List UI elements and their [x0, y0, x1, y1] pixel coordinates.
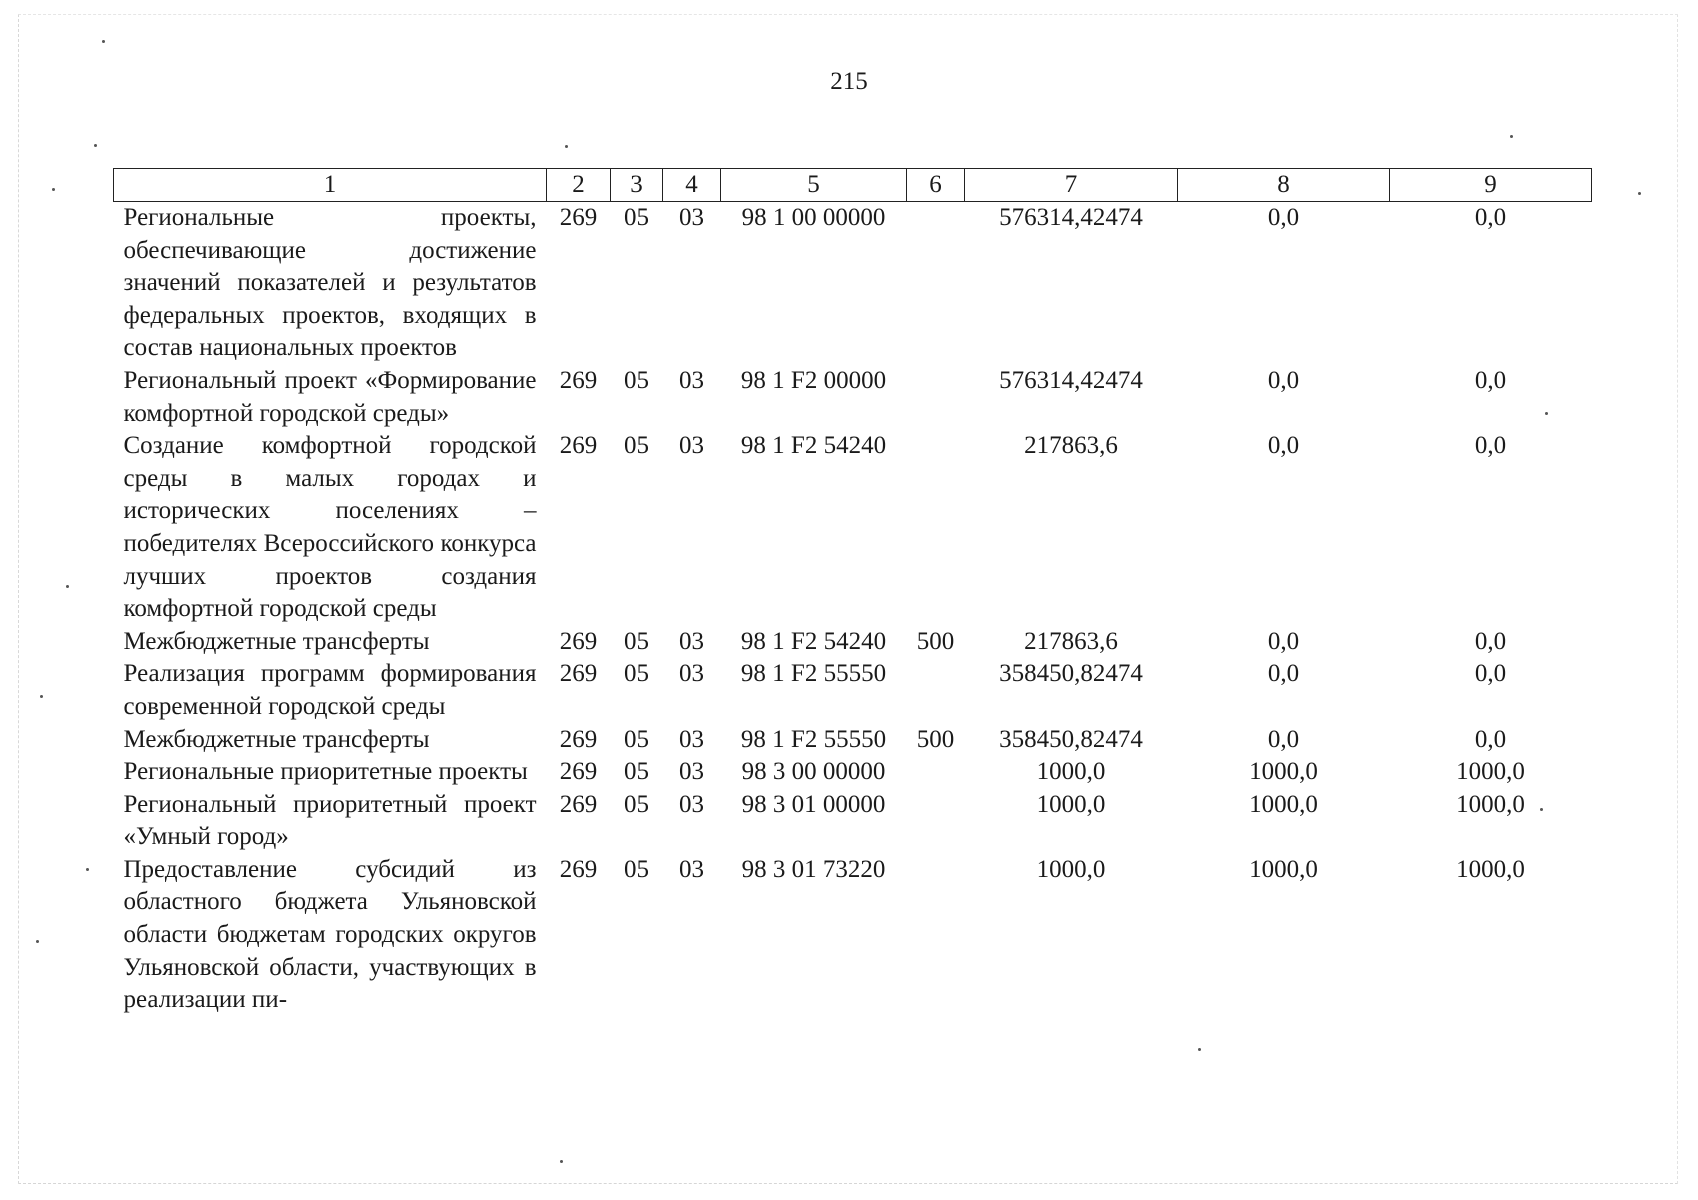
row-name: Реализация программ формирования современной городской среды	[123, 660, 537, 720]
cell-subsection: 03	[679, 790, 704, 818]
cell-section: 05	[624, 855, 649, 883]
cell-admin-code: 269	[559, 855, 598, 883]
cell-admin-code: 269	[559, 627, 598, 655]
row-name: Региональные приоритетные проекты	[123, 758, 528, 786]
cell-amount-2: 0,0	[1267, 432, 1300, 460]
row-name: Региональный проект «Формирование комфортной городской среды»	[123, 366, 537, 427]
scan-speck	[1545, 412, 1548, 415]
cell-target-article: 98 3 01 00000	[741, 790, 886, 818]
cell-expense-type: 500	[916, 725, 955, 753]
cell-amount-1: 1000,0	[1036, 855, 1106, 883]
col-header-1: 1	[114, 169, 547, 202]
cell-amount-3: 1000,0	[1456, 758, 1525, 786]
page-number: 215	[830, 68, 868, 95]
cell-amount-1: 576314,42474	[999, 204, 1143, 231]
cell-amount-3: 1000,0	[1456, 790, 1525, 818]
cell-amount-3: 0,0	[1474, 204, 1507, 231]
col-header-3: 3	[611, 169, 663, 202]
cell-admin-code: 269	[559, 725, 598, 753]
scan-speck	[94, 144, 97, 147]
scan-speck	[86, 868, 89, 871]
scan-speck	[1540, 808, 1543, 811]
table-row	[114, 430, 1592, 626]
cell-expense-type	[907, 430, 965, 626]
cell-target-article: 98 1 F2 00000	[740, 366, 887, 394]
cell-amount-3: 1000,0	[1456, 855, 1525, 883]
col-header-5: 5	[721, 169, 907, 202]
row-name: Региональный приоритетный проект «Умный город»	[123, 790, 537, 851]
cell-section: 05	[624, 758, 649, 786]
scan-speck	[40, 695, 43, 698]
cell-subsection: 03	[679, 366, 704, 394]
cell-section: 05	[624, 660, 649, 688]
cell-subsection: 03	[679, 855, 704, 883]
budget-table	[113, 168, 1592, 1017]
col-header-6: 6	[907, 169, 965, 202]
scan-speck	[1198, 1048, 1201, 1051]
table-row	[114, 365, 1592, 430]
cell-subsection: 03	[679, 758, 704, 786]
cell-section: 05	[624, 627, 649, 655]
cell-amount-2: 0,0	[1267, 725, 1300, 753]
cell-section: 05	[624, 432, 649, 460]
cell-admin-code: 269	[559, 366, 598, 394]
cell-target-article: 98 3 00 00000	[741, 758, 886, 786]
scan-speck	[560, 1160, 563, 1163]
cell-subsection: 03	[679, 725, 704, 753]
cell-section: 05	[624, 790, 649, 818]
cell-amount-1: 358450,82474	[999, 660, 1143, 688]
scan-speck	[1510, 135, 1513, 138]
cell-amount-2: 0,0	[1267, 366, 1300, 394]
cell-amount-1: 576314,42474	[999, 366, 1143, 394]
cell-amount-3: 0,0	[1474, 366, 1507, 394]
row-name: Предоставление субсидий из областного бюджета Ульяновской области бюджетам городских округов Ульяновской области, участвующих в реализации пи-	[123, 855, 537, 1014]
cell-amount-2: 0,0	[1267, 204, 1300, 231]
row-name: Межбюджетные трансферты	[123, 725, 430, 753]
cell-target-article: 98 1 F2 55550	[740, 725, 887, 753]
table-row	[114, 202, 1592, 365]
col-header-7: 7	[965, 169, 1178, 202]
cell-amount-1: 1000,0	[1036, 790, 1106, 818]
col-header-4: 4	[663, 169, 721, 202]
cell-target-article: 98 1 F2 54240	[740, 432, 887, 460]
cell-subsection: 03	[679, 627, 704, 655]
cell-subsection: 03	[679, 204, 704, 231]
cell-expense-type	[907, 658, 965, 723]
cell-amount-2: 1000,0	[1249, 758, 1318, 786]
col-header-8: 8	[1178, 169, 1390, 202]
cell-amount-1: 217863,6	[1024, 432, 1118, 460]
cell-admin-code: 269	[559, 790, 598, 818]
row-name: Региональные проекты, обеспечивающие достижение значений показателей и результатов федеральных проектов, входящих в состав национальных проектов	[123, 204, 537, 362]
cell-subsection: 03	[679, 432, 704, 460]
cell-admin-code: 269	[559, 660, 598, 688]
cell-expense-type	[907, 854, 965, 1017]
cell-amount-2: 1000,0	[1249, 790, 1318, 818]
table-row	[114, 789, 1592, 854]
row-name: Создание комфортной городской среды в малых городах и исторических поселениях – победителях Всероссийского конкурса лучших проектов создания комфортной городской среды	[123, 432, 537, 623]
cell-expense-type	[907, 756, 965, 789]
table-header-row	[114, 169, 1592, 202]
cell-section: 05	[624, 204, 649, 231]
cell-target-article: 98 3 01 73220	[741, 855, 886, 883]
cell-amount-2: 0,0	[1267, 627, 1300, 655]
cell-target-article: 98 1 F2 55550	[740, 660, 887, 688]
cell-admin-code: 269	[559, 204, 598, 231]
scan-speck	[1638, 192, 1641, 195]
scan-speck	[565, 145, 568, 148]
cell-amount-3: 0,0	[1474, 660, 1507, 688]
cell-section: 05	[624, 366, 649, 394]
cell-amount-1: 1000,0	[1036, 758, 1106, 786]
table-row	[114, 854, 1592, 1017]
cell-expense-type	[907, 365, 965, 430]
cell-amount-2: 1000,0	[1249, 855, 1318, 883]
col-header-9: 9	[1390, 169, 1592, 202]
table-row	[114, 756, 1592, 789]
cell-expense-type	[907, 202, 965, 365]
cell-expense-type	[907, 789, 965, 854]
table-row	[114, 724, 1592, 757]
cell-target-article: 98 1 00 00000	[741, 204, 886, 231]
table-row	[114, 658, 1592, 723]
cell-amount-3: 0,0	[1474, 627, 1507, 655]
table-row	[114, 626, 1592, 659]
cell-amount-3: 0,0	[1474, 432, 1507, 460]
col-header-2: 2	[547, 169, 611, 202]
scan-speck	[102, 40, 105, 43]
cell-admin-code: 269	[559, 758, 598, 786]
scan-speck	[52, 188, 55, 191]
cell-admin-code: 269	[559, 432, 598, 460]
scan-speck	[66, 585, 69, 588]
cell-subsection: 03	[679, 660, 704, 688]
row-name: Межбюджетные трансферты	[123, 627, 430, 655]
cell-amount-1: 217863,6	[1024, 627, 1118, 655]
cell-section: 05	[624, 725, 649, 753]
cell-target-article: 98 1 F2 54240	[740, 627, 887, 655]
scan-speck	[36, 940, 39, 943]
cell-expense-type: 500	[916, 627, 955, 655]
cell-amount-3: 0,0	[1474, 725, 1507, 753]
cell-amount-1: 358450,82474	[999, 725, 1143, 753]
cell-amount-2: 0,0	[1267, 660, 1300, 688]
